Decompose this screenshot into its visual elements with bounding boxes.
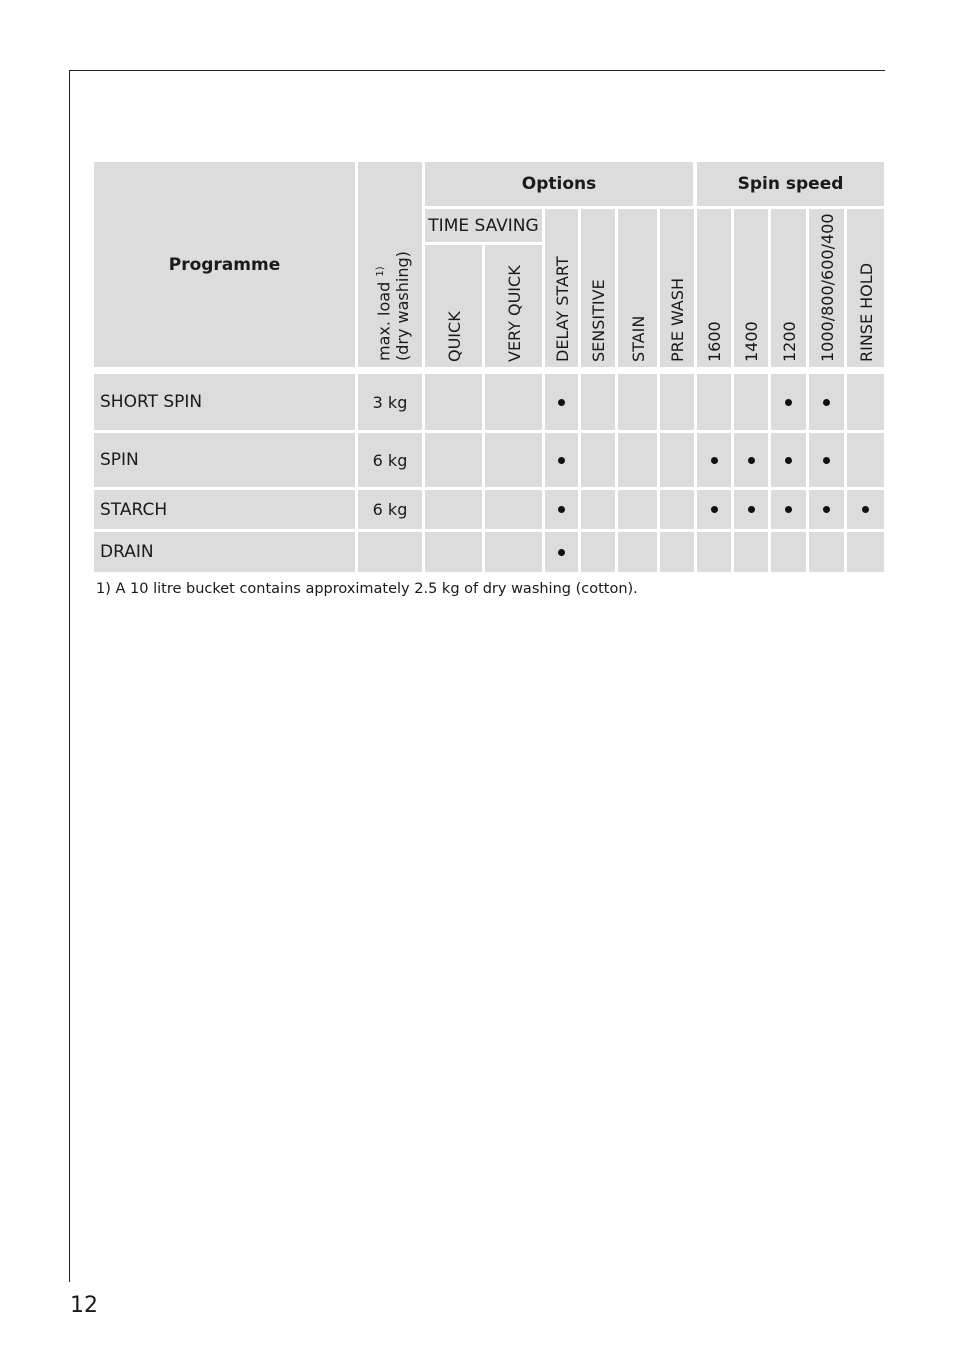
option-cell [425, 490, 482, 529]
option-cell [485, 433, 542, 487]
bullet-mark-icon [785, 399, 792, 406]
load-cell: 3 kg [358, 374, 422, 430]
column-header-text: RINSE HOLD [856, 262, 876, 362]
column-header-text: PRE WASH [668, 277, 687, 362]
bullet-mark-icon [823, 399, 830, 406]
programme-header-text: Programme [168, 254, 281, 275]
programme-table [94, 162, 884, 573]
option-cell [809, 490, 844, 529]
page-number: 12 [70, 1293, 98, 1318]
spin-speed-header-text: Spin speed [737, 174, 844, 194]
bullet-mark-icon [711, 457, 718, 464]
option-cell [485, 490, 542, 529]
column-header-text: STAIN [628, 315, 648, 362]
load-cell: 6 kg [358, 490, 422, 529]
option-cell [485, 374, 542, 430]
column-header-stain [618, 209, 657, 367]
time-saving-header [425, 209, 542, 242]
column-header-text: 1000/800/600/400 [817, 213, 837, 362]
option-cell [734, 490, 768, 529]
max-load-header [358, 162, 422, 367]
load-cell: 6 kg [358, 433, 422, 487]
column-header-sensitive [581, 209, 615, 367]
page-frame-left-rule [69, 70, 70, 1282]
programme-cell: SPIN [94, 433, 355, 487]
option-cell [771, 374, 806, 430]
option-cell [734, 532, 768, 572]
column-header-1000-800-600-400 [809, 209, 844, 367]
option-cell [809, 374, 844, 430]
max-load-footnote-ref: 1) [375, 266, 386, 277]
column-header-1600 [697, 209, 731, 367]
option-cell [485, 532, 542, 572]
bullet-mark-icon [785, 506, 792, 513]
option-cell [660, 374, 694, 430]
bullet-mark-icon [711, 506, 718, 513]
column-header-text: 1400 [742, 321, 761, 362]
option-cell [425, 532, 482, 572]
programme-cell: SHORT SPIN [94, 374, 355, 430]
time-saving-header-text: TIME SAVING [428, 215, 539, 236]
dry-washing-label: (dry washing) [393, 251, 413, 361]
option-cell [734, 374, 768, 430]
option-cell [425, 374, 482, 430]
option-cell [771, 490, 806, 529]
option-cell [847, 532, 884, 572]
column-header-text: QUICK [444, 311, 464, 362]
bullet-mark-icon [862, 506, 869, 513]
column-header-rinse-hold [847, 209, 884, 367]
option-cell [618, 532, 657, 572]
bullet-mark-icon [748, 506, 755, 513]
column-header-text: SENSITIVE [589, 279, 608, 362]
programme-header [94, 162, 355, 367]
column-header-text: 1600 [705, 321, 724, 362]
option-cell [581, 374, 615, 430]
option-cell [809, 433, 844, 487]
option-cell [618, 374, 657, 430]
option-cell [697, 532, 731, 572]
max-load-label: max. load [374, 281, 394, 361]
option-cell [545, 433, 578, 487]
option-cell [697, 374, 731, 430]
option-cell [771, 433, 806, 487]
option-cell [545, 490, 578, 529]
option-cell [660, 532, 694, 572]
option-cell [545, 532, 578, 572]
column-header-1400 [734, 209, 768, 367]
option-cell [425, 433, 482, 487]
column-header-text: 1200 [779, 321, 799, 362]
bullet-mark-icon [558, 399, 565, 406]
option-cell [660, 433, 694, 487]
bullet-mark-icon [558, 549, 565, 556]
column-header-text: DELAY START [552, 256, 572, 362]
column-header-text: VERY QUICK [504, 265, 524, 362]
option-cell [809, 532, 844, 572]
page-frame-top-rule [69, 70, 885, 71]
options-header [425, 162, 693, 206]
option-cell [697, 433, 731, 487]
option-cell [734, 433, 768, 487]
bullet-mark-icon [823, 457, 830, 464]
bullet-mark-icon [748, 457, 755, 464]
option-cell [847, 374, 884, 430]
column-header-delay-start [545, 209, 578, 367]
option-cell [697, 490, 731, 529]
option-cell [660, 490, 694, 529]
option-cell [847, 490, 884, 529]
programme-cell: DRAIN [94, 532, 355, 572]
footnote: 1) A 10 litre bucket contains approximately 2.5 kg of dry washing (cotton). [96, 581, 638, 597]
options-header-text: Options [521, 174, 597, 194]
option-cell [545, 374, 578, 430]
option-cell [581, 532, 615, 572]
bullet-mark-icon [558, 457, 565, 464]
max-load-header-text [371, 251, 412, 361]
spin-speed-header [697, 162, 884, 206]
column-header-very-quick [485, 245, 542, 367]
option-cell [618, 433, 657, 487]
programme-cell: STARCH [94, 490, 355, 529]
column-header-1200 [771, 209, 806, 367]
column-header-quick [425, 245, 482, 367]
option-cell [771, 532, 806, 572]
option-cell [847, 433, 884, 487]
bullet-mark-icon [558, 506, 565, 513]
load-cell [358, 532, 422, 572]
bullet-mark-icon [785, 457, 792, 464]
option-cell [618, 490, 657, 529]
column-header-pre-wash [660, 209, 694, 367]
bullet-mark-icon [823, 506, 830, 513]
option-cell [581, 433, 615, 487]
option-cell [581, 490, 615, 529]
